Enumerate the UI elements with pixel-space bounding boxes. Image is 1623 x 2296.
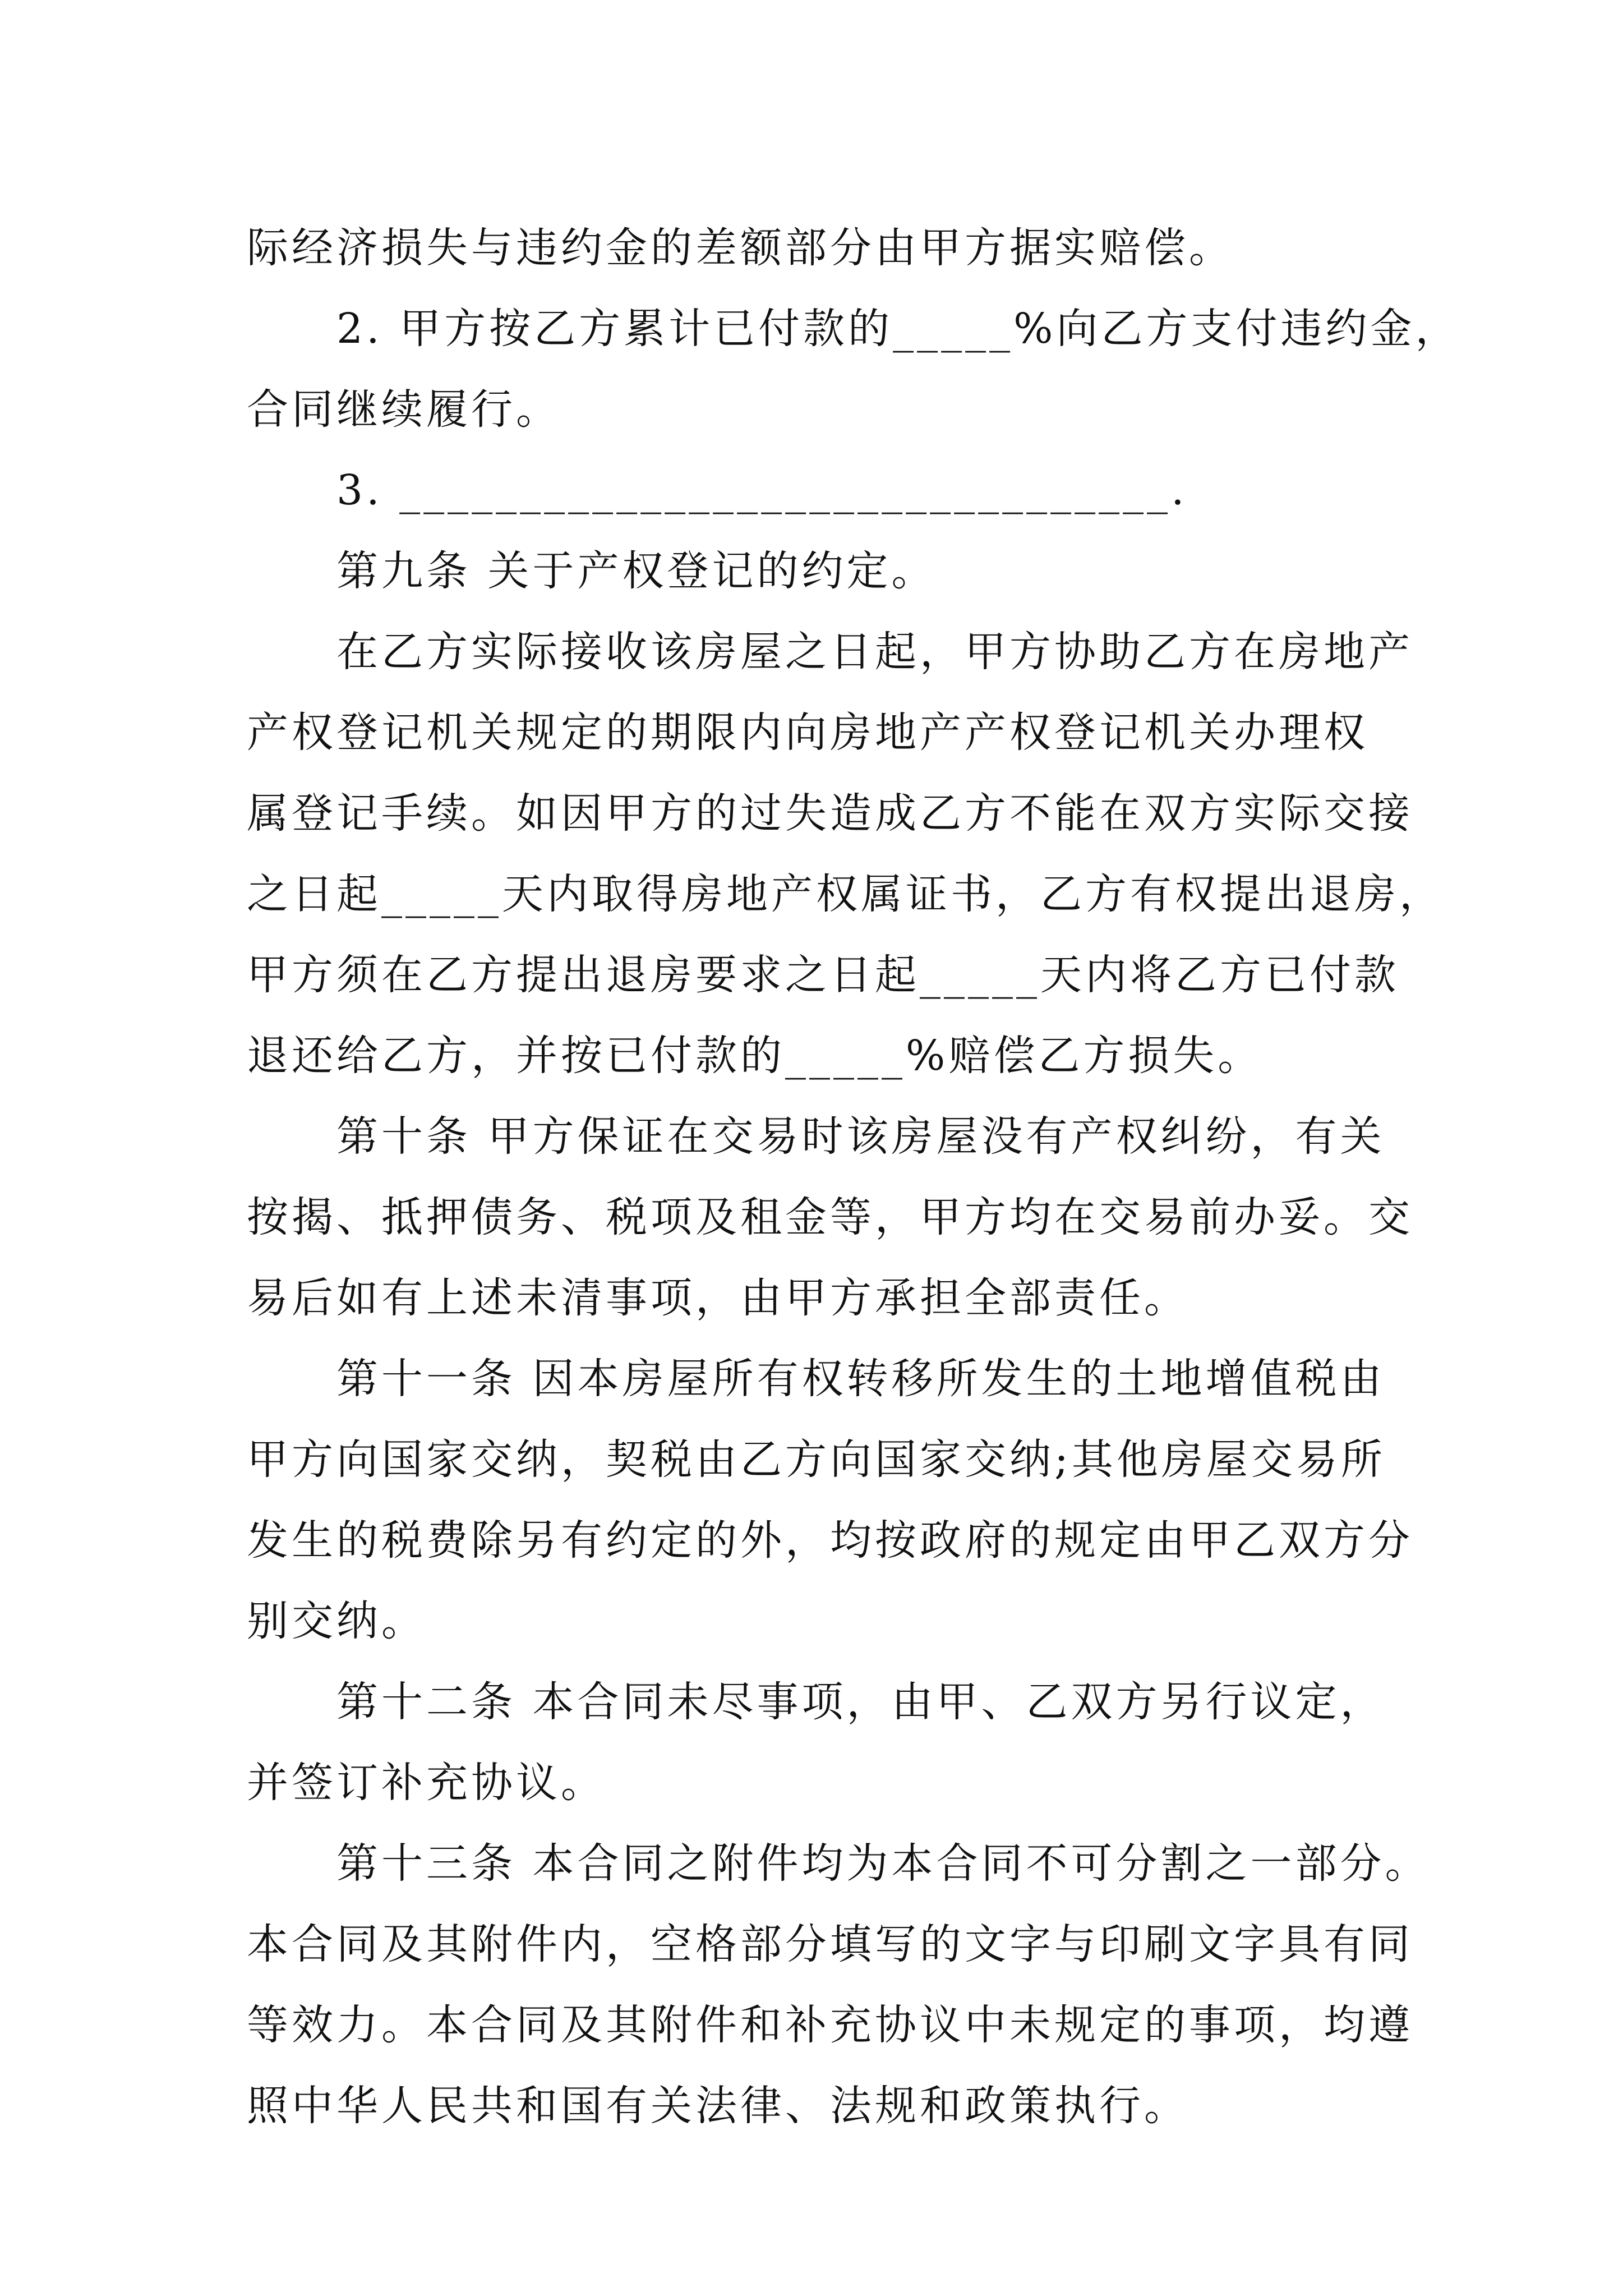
text-line: 发生的税费除另有约定的外，均按政府的规定由甲乙双方分 xyxy=(247,1516,1413,1565)
text-line: 第九条 关于产权登记的约定。 xyxy=(336,547,937,595)
text-line: 别交纳。 xyxy=(247,1597,426,1645)
text-line: 产权登记机关规定的期限内向房地产产权登记机关办理权 xyxy=(247,708,1368,757)
text-line: 易后如有上述未清事项，由甲方承担全部责任。 xyxy=(247,1274,1189,1322)
text-line: 本合同及其附件内，空格部分填写的文字与印刷文字具有同 xyxy=(247,1920,1413,1968)
text-line: 合同继续履行。 xyxy=(247,385,561,434)
text-line: 第十一条 因本房屋所有权转移所发生的土地增值税由 xyxy=(336,1355,1385,1403)
text-line: 3. ________________________________. xyxy=(336,466,1188,514)
text-line: 第十条 甲方保证在交易时该房屋没有产权纠纷，有关 xyxy=(336,1112,1385,1161)
text-line: 属登记手续。如因甲方的过失造成乙方不能在双方实际交接 xyxy=(247,789,1413,838)
text-line: 按揭、抵押债务、税项及租金等，甲方均在交易前办妥。交 xyxy=(247,1193,1413,1241)
text-line: 2. 甲方按乙方累计已付款的_____%向乙方支付违约金， xyxy=(336,305,1460,353)
text-line: 在乙方实际接收该房屋之日起，甲方协助乙方在房地产 xyxy=(336,628,1413,676)
text-line: 退还给乙方，并按已付款的_____%赔偿乙方损失。 xyxy=(247,1032,1263,1080)
document-page xyxy=(247,208,1460,2146)
text-line: 际经济损失与违约金的差额部分由甲方据实赔偿。 xyxy=(247,224,1234,272)
text-line: 甲方须在乙方提出退房要求之日起_____天内将乙方已付款 xyxy=(247,951,1399,999)
text-line: 第十三条 本合同之附件均为本合同不可分割之一部分。 xyxy=(336,1839,1430,1888)
text-line: 等效力。本合同及其附件和补充协议中未规定的事项，均遵 xyxy=(247,2001,1413,2049)
text-line: 并签订补充协议。 xyxy=(247,1759,606,1807)
text-line: 第十二条 本合同未尽事项，由甲、乙双方另行议定， xyxy=(336,1678,1385,1726)
text-line: 之日起_____天内取得房地产权属证书，乙方有权提出退房， xyxy=(247,870,1444,918)
text-line: 照中华人民共和国有关法律、法规和政策执行。 xyxy=(247,2082,1189,2130)
text-line: 甲方向国家交纳，契税由乙方向国家交纳;其他房屋交易所 xyxy=(247,1435,1386,1484)
